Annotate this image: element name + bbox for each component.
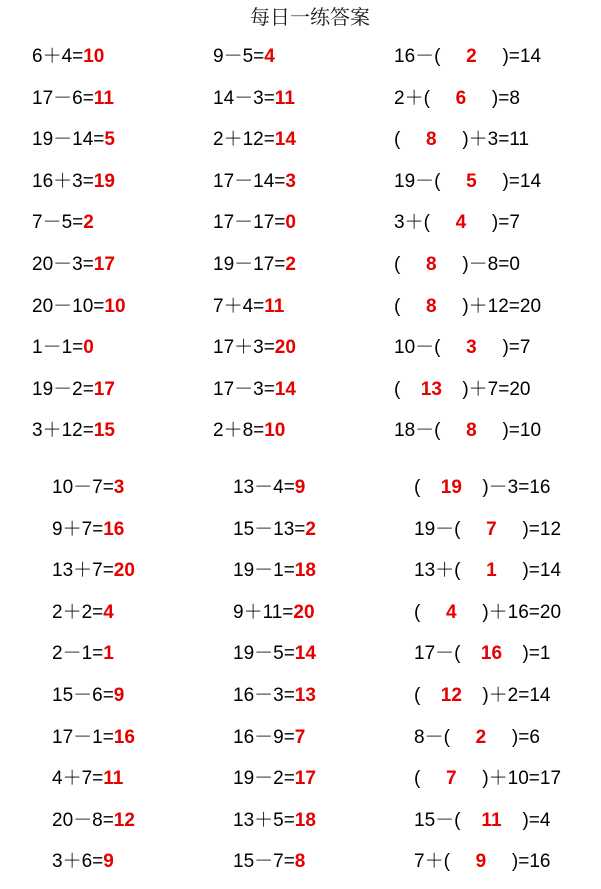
equation-suffix: )=10 xyxy=(502,420,542,442)
equation-question: 14－3= xyxy=(213,87,275,109)
equation-answer: 16 xyxy=(480,643,503,665)
equation-question: 16－9= xyxy=(233,726,295,748)
equation xyxy=(52,556,135,586)
equation-question: 13＋5= xyxy=(233,809,295,831)
equation xyxy=(213,167,296,197)
equation-prefix: ( xyxy=(414,477,421,498)
equation xyxy=(32,208,94,238)
equation xyxy=(213,42,275,72)
equation-answer: 3 xyxy=(466,337,477,359)
equation xyxy=(233,764,316,794)
equation-prefix: 16－( xyxy=(394,46,441,67)
exercise-row xyxy=(0,333,601,363)
equation-answer: 17 xyxy=(93,254,115,275)
equation-suffix: )=14 xyxy=(522,560,562,582)
equation-prefix: 2＋( xyxy=(394,87,430,109)
equation-answer: 20 xyxy=(113,560,135,582)
exercise-row xyxy=(0,208,601,238)
exercise-row xyxy=(0,42,601,72)
equation-answer: 8 xyxy=(294,851,306,873)
equation xyxy=(394,84,520,114)
equation xyxy=(52,764,123,794)
equation-answer: 5 xyxy=(466,170,477,192)
exercise-row xyxy=(0,473,601,503)
equation-answer: 13 xyxy=(294,685,316,706)
equation-suffix: )=8 xyxy=(491,87,520,109)
equation-question: 6＋4= xyxy=(32,46,84,67)
equation xyxy=(213,292,284,322)
equation xyxy=(213,125,296,155)
equation-answer: 0 xyxy=(83,337,94,359)
equation xyxy=(213,416,285,446)
equation xyxy=(213,333,296,363)
equation-prefix: 15－( xyxy=(414,809,461,831)
equation-answer: 9 xyxy=(475,851,487,873)
equation-answer: 2 xyxy=(466,46,477,67)
equation-answer: 5 xyxy=(104,129,115,151)
equation-question: 17－6= xyxy=(32,87,94,109)
equation-answer: 18 xyxy=(294,809,316,831)
equation-answer: 6 xyxy=(455,87,467,109)
equation xyxy=(32,416,115,446)
equation-question: 15－7= xyxy=(233,851,295,873)
equation xyxy=(414,473,550,503)
equation-prefix: 19－( xyxy=(394,170,441,192)
equation xyxy=(32,42,104,72)
equation-answer: 19 xyxy=(440,477,462,498)
equation-answer: 14 xyxy=(294,643,316,665)
exercise-row xyxy=(0,598,601,628)
equation-question: 17－14= xyxy=(213,170,286,192)
equation-suffix: )＋7=20 xyxy=(462,378,531,400)
equation-question: 20－3= xyxy=(32,254,94,275)
equation-prefix: ( xyxy=(414,768,421,790)
equation-question: 20－8= xyxy=(52,809,114,831)
equation-suffix: )=16 xyxy=(511,851,551,873)
equation-answer: 13 xyxy=(420,378,442,400)
equation xyxy=(394,333,530,363)
exercise-row xyxy=(0,292,601,322)
equation-question: 4＋7= xyxy=(52,768,104,790)
equation xyxy=(233,598,315,628)
equation-question: 13＋7= xyxy=(52,560,114,582)
exercise-row xyxy=(0,764,601,794)
equation-answer: 12 xyxy=(440,685,462,706)
equation-answer: 2 xyxy=(305,518,316,540)
equation-suffix: )－8=0 xyxy=(462,254,520,275)
equation xyxy=(233,847,305,877)
equation-question: 16－3= xyxy=(233,685,295,706)
equation-answer: 8 xyxy=(426,254,437,275)
exercise-row xyxy=(0,250,601,280)
exercise-row xyxy=(0,515,601,545)
equation-question: 19－1= xyxy=(233,560,295,582)
equation xyxy=(394,375,530,405)
equation xyxy=(233,681,316,711)
equation-suffix: )=4 xyxy=(522,809,551,831)
equation-question: 19－14= xyxy=(32,129,105,151)
exercise-row xyxy=(0,84,601,114)
exercise-row xyxy=(0,723,601,753)
equation-suffix: )－3=16 xyxy=(482,477,551,498)
equation-question: 3＋6= xyxy=(52,851,104,873)
equation-question: 16＋3= xyxy=(32,170,94,192)
equation-answer: 1 xyxy=(486,560,497,582)
exercise-block-1 xyxy=(0,42,601,458)
equation xyxy=(213,375,296,405)
equation xyxy=(233,639,316,669)
equation xyxy=(394,292,541,322)
equation xyxy=(213,84,295,114)
equation-question: 2＋8= xyxy=(213,420,265,442)
equation-question: 19－2= xyxy=(32,378,94,400)
equation-answer: 9 xyxy=(294,477,306,498)
equation-answer: 8 xyxy=(426,129,437,151)
equation-answer: 19 xyxy=(93,170,115,192)
exercise-row xyxy=(0,375,601,405)
equation xyxy=(213,208,296,238)
equation-suffix: )＋12=20 xyxy=(462,295,542,317)
equation-answer: 14 xyxy=(274,129,296,151)
equation-prefix: 17－( xyxy=(414,643,461,665)
equation-question: 1－1= xyxy=(32,337,84,359)
equation xyxy=(414,681,550,711)
equation xyxy=(32,84,114,114)
equation-answer: 8 xyxy=(426,295,437,317)
equation-answer: 18 xyxy=(294,560,316,582)
equation-answer: 16 xyxy=(103,518,125,540)
equation-question: 2－1= xyxy=(52,643,104,665)
equation-question: 17－3= xyxy=(213,378,275,400)
equation xyxy=(52,723,135,753)
equation-answer: 10 xyxy=(104,295,126,317)
equation-prefix: ( xyxy=(394,295,401,317)
equation-prefix: ( xyxy=(394,129,401,151)
equation-suffix: )=12 xyxy=(522,518,562,540)
equation-prefix: ( xyxy=(394,378,401,400)
equation xyxy=(414,723,540,753)
equation-suffix: )=7 xyxy=(491,212,520,234)
equation-answer: 0 xyxy=(285,212,296,234)
equation xyxy=(414,764,561,794)
equation-answer: 14 xyxy=(274,378,296,400)
exercise-row xyxy=(0,681,601,711)
equation-suffix: )＋3=11 xyxy=(462,129,530,151)
equation-answer: 9 xyxy=(103,851,114,873)
equation xyxy=(414,598,561,628)
equation-answer: 12 xyxy=(113,809,135,831)
equation xyxy=(394,125,529,155)
exercise-row xyxy=(0,125,601,155)
equation xyxy=(52,473,124,503)
exercise-row xyxy=(0,847,601,877)
equation-answer: 11 xyxy=(274,87,295,109)
equation xyxy=(32,333,94,363)
equation-answer: 4 xyxy=(103,601,114,623)
equation-suffix: )=14 xyxy=(502,170,542,192)
equation-question: 15－13= xyxy=(233,518,306,540)
equation-prefix: 7＋( xyxy=(414,851,450,873)
equation-answer: 17 xyxy=(294,768,316,790)
equation-answer: 3 xyxy=(285,170,296,192)
equation xyxy=(394,167,541,197)
equation xyxy=(233,473,305,503)
equation xyxy=(32,167,115,197)
equation xyxy=(394,42,541,72)
equation-question: 17－17= xyxy=(213,212,286,234)
equation-prefix: 3＋( xyxy=(394,212,430,234)
equation-question: 19－2= xyxy=(233,768,295,790)
equation-answer: 2 xyxy=(475,726,487,748)
equation-answer: 4 xyxy=(455,212,467,234)
equation xyxy=(52,681,124,711)
equation-prefix: ( xyxy=(414,601,421,623)
equation-answer: 7 xyxy=(294,726,306,748)
equation-suffix: )=6 xyxy=(511,726,540,748)
equation xyxy=(32,250,115,280)
equation-prefix: 10－( xyxy=(394,337,441,359)
equation xyxy=(52,515,124,545)
equation-suffix: )=7 xyxy=(502,337,531,359)
equation xyxy=(394,208,520,238)
equation-prefix: ( xyxy=(414,685,421,706)
equation-question: 19－5= xyxy=(233,643,295,665)
equation-prefix: 13＋( xyxy=(414,560,461,582)
equation xyxy=(233,556,316,586)
equation-question: 3＋12= xyxy=(32,420,94,442)
equation-question: 7－5= xyxy=(32,212,84,234)
equation-answer: 10 xyxy=(264,420,286,442)
equation-answer: 11 xyxy=(481,809,502,831)
equation-answer: 17 xyxy=(93,378,115,400)
equation-answer: 11 xyxy=(103,768,124,790)
equation-answer: 1 xyxy=(103,643,114,665)
equation-question: 20－10= xyxy=(32,295,105,317)
equation-suffix: )＋10=17 xyxy=(482,768,562,790)
equation xyxy=(414,515,561,545)
equation xyxy=(233,515,316,545)
equation xyxy=(52,639,114,669)
equation xyxy=(394,416,541,446)
exercise-row xyxy=(0,806,601,836)
equation xyxy=(32,375,115,405)
equation-answer: 16 xyxy=(113,726,135,748)
equation xyxy=(32,292,126,322)
equation xyxy=(32,125,115,155)
equation-question: 13－4= xyxy=(233,477,295,498)
equation-suffix: )＋2=14 xyxy=(482,685,551,706)
equation-question: 15－6= xyxy=(52,685,114,706)
equation xyxy=(213,250,296,280)
equation-question: 9－5= xyxy=(213,46,265,67)
equation-answer: 7 xyxy=(446,768,457,790)
equation-answer: 10 xyxy=(83,46,105,67)
equation-answer: 4 xyxy=(264,46,275,67)
equation-answer: 11 xyxy=(93,87,114,109)
equation-question: 19－17= xyxy=(213,254,286,275)
equation-answer: 3 xyxy=(113,477,125,498)
equation-answer: 4 xyxy=(446,601,457,623)
equation-prefix: 19－( xyxy=(414,518,461,540)
equation xyxy=(414,806,550,836)
equation xyxy=(394,250,520,280)
equation-prefix: ( xyxy=(394,254,401,275)
equation-question: 2＋12= xyxy=(213,129,275,151)
equation-question: 2＋2= xyxy=(52,601,104,623)
equation-answer: 2 xyxy=(285,254,296,275)
equation-answer: 7 xyxy=(486,518,497,540)
equation xyxy=(52,806,135,836)
equation xyxy=(52,598,114,628)
equation-question: 17－1= xyxy=(52,726,114,748)
equation-answer: 9 xyxy=(113,685,125,706)
exercise-block-2 xyxy=(0,473,601,889)
equation-answer: 20 xyxy=(293,601,315,623)
equation-prefix: 8－( xyxy=(414,726,450,748)
equation xyxy=(414,639,550,669)
equation-answer: 8 xyxy=(466,420,477,442)
equation-question: 9＋11= xyxy=(233,601,294,623)
equation-question: 17＋3= xyxy=(213,337,275,359)
equation-suffix: )=14 xyxy=(502,46,542,67)
equation-answer: 11 xyxy=(264,295,285,317)
exercise-row xyxy=(0,639,601,669)
equation-answer: 2 xyxy=(83,212,94,234)
equation xyxy=(414,847,550,877)
equation xyxy=(233,723,305,753)
equation xyxy=(233,806,316,836)
equation-question: 10－7= xyxy=(52,477,114,498)
equation-suffix: )＋16=20 xyxy=(482,601,562,623)
equation-answer: 20 xyxy=(274,337,296,359)
exercise-row xyxy=(0,167,601,197)
equation-question: 7＋4= xyxy=(213,295,265,317)
equation-answer: 15 xyxy=(93,420,115,442)
equation xyxy=(414,556,561,586)
equation xyxy=(52,847,114,877)
equation-suffix: )=1 xyxy=(522,643,551,665)
equation-question: 9＋7= xyxy=(52,518,104,540)
exercise-row xyxy=(0,556,601,586)
page-title: 每日一练答案 xyxy=(250,5,370,29)
exercise-row xyxy=(0,416,601,446)
equation-prefix: 18－( xyxy=(394,420,441,442)
